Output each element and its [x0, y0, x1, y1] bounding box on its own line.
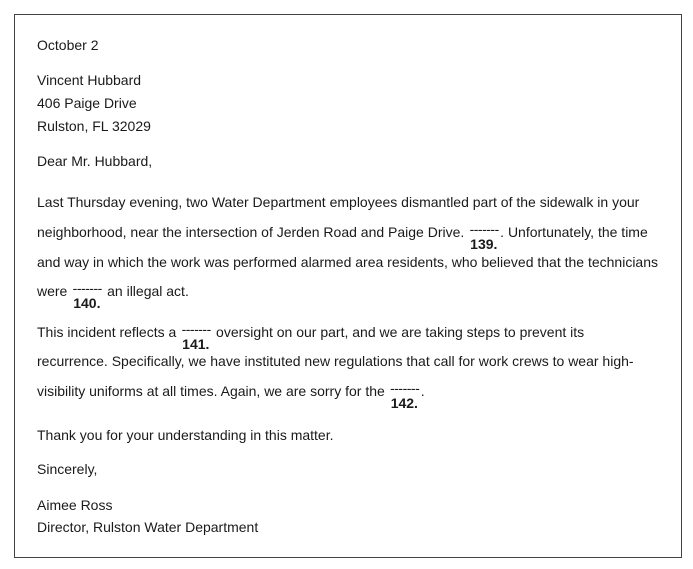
signature-title: Director, Rulston Water Department [37, 519, 259, 535]
closing-thanks: Thank you for your understanding in this matter. [37, 427, 334, 443]
blank-140 [71, 280, 103, 311]
paragraph1-line2-end: . Unfortunately, the time [500, 224, 648, 240]
paragraph1-line2-start: neighborhood, near the intersection of Jerden Road and Paige Drive. [37, 224, 469, 240]
blank-142-number: 142. [390, 395, 418, 411]
paragraph1-line4 [37, 280, 189, 311]
blank-140-dashes: ------- [72, 280, 102, 296]
blank-142 [389, 380, 421, 411]
blank-140-number: 140. [73, 295, 101, 311]
blank-139-number: 139. [470, 236, 498, 252]
paragraph2-line3-start: visibility uniforms at all times. Again, we are sorry for the [37, 383, 389, 399]
paragraph2-line3-end: . [420, 383, 425, 399]
paragraph2-line3 [37, 380, 425, 411]
blank-142-dashes: ------- [390, 380, 420, 396]
signature-name: Aimee Ross [37, 497, 113, 513]
paragraph2-line1-start: This incident reflects a [37, 324, 181, 340]
blank-139 [468, 221, 500, 252]
paragraph1-line1: Last Thursday evening, two Water Department employees dismantled part of the sidewalk in your [37, 194, 640, 210]
paragraph1-line2 [37, 221, 648, 252]
blank-139-dashes: ------- [469, 221, 499, 237]
blank-141-dashes: ------- [181, 321, 211, 337]
paragraph2-line1-end: oversight on our part, and we are taking steps to prevent its [212, 324, 585, 340]
blank-141 [180, 321, 212, 352]
letter-date: October 2 [37, 37, 99, 53]
signoff: Sincerely, [37, 461, 98, 477]
paragraph2-line2: recurrence. Specifically, we have instituted new regulations that call for work crews to wear high- [37, 353, 634, 369]
recipient-city: Rulston, FL 32029 [37, 118, 151, 134]
recipient-street: 406 Paige Drive [37, 95, 137, 111]
paragraph2-line1 [37, 321, 585, 352]
salutation: Dear Mr. Hubbard, [37, 153, 153, 169]
recipient-name: Vincent Hubbard [37, 72, 142, 88]
paragraph1-line4-start: were [37, 283, 72, 299]
paragraph1-line3: and way in which the work was performed alarmed area residents, who believed that the technicians [37, 254, 658, 270]
blank-141-number: 141. [182, 336, 210, 352]
paragraph1-line4-end: an illegal act. [103, 283, 189, 299]
